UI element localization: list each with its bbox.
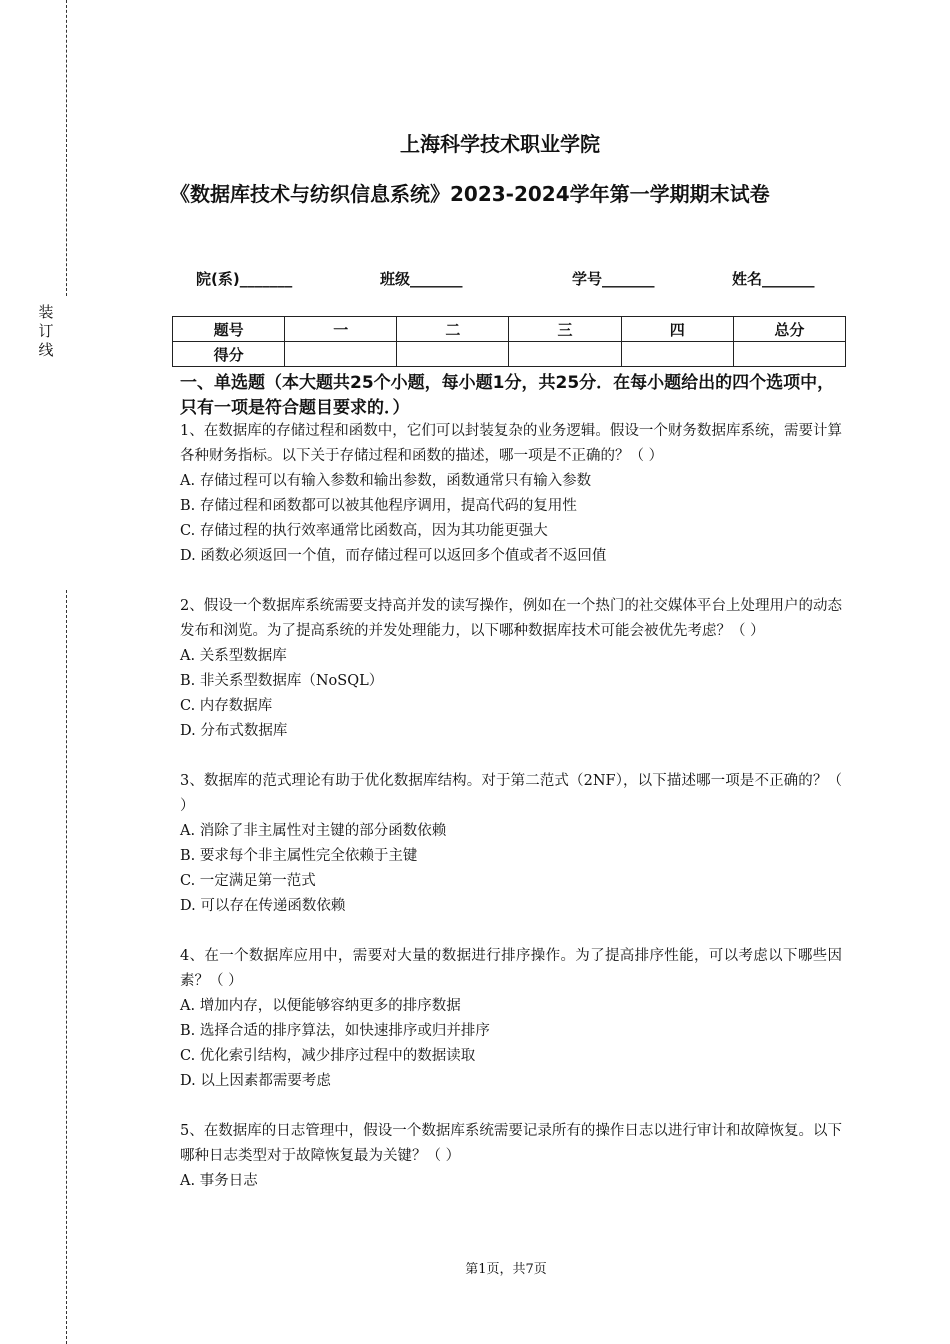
question-option: D. 分布式数据库 [180,723,288,739]
name-field[interactable]: 姓名_______ [732,270,815,288]
score-table-header-cell: 一 [285,317,397,342]
binding-label [36,303,56,360]
question-3 [180,769,842,919]
score-table-header-cell: 四 [621,317,733,342]
question-option: A. 关系型数据库 [180,648,287,664]
question-option: C. 存储过程的执行效率通常比函数高，因为其功能更强大 [180,523,548,539]
score-table [172,316,846,367]
question-option: B. 存储过程和函数都可以被其他程序调用，提高代码的复用性 [180,498,577,514]
question-option: B. 选择合适的排序算法，如快速排序或归并排序 [180,1023,490,1039]
question-option: B. 要求每个非主属性完全依赖于主键 [180,848,418,864]
department-field[interactable]: 院(系)_______ [196,270,293,288]
student-id-field[interactable]: 学号_______ [572,270,655,288]
score-cell[interactable] [733,342,845,367]
class-field[interactable]: 班级_______ [380,270,463,288]
question-option: A. 事务日志 [180,1173,258,1189]
question-stem: 3、数据库的范式理论有助于优化数据库结构。对于第二范式（2NF），以下描述哪一项是不正确的？（ ） [180,773,842,814]
question-option: A. 存储过程可以有输入参数和输出参数，函数通常只有输入参数 [180,473,592,489]
binding-char: 线 [38,341,54,359]
score-table-header-cell: 三 [509,317,621,342]
question-option: A. 增加内存，以便能够容纳更多的排序数据 [180,998,461,1014]
student-info-row [0,268,950,292]
binding-char: 订 [38,322,54,340]
question-stem: 1、在数据库的存储过程和函数中，它们可以封装复杂的业务逻辑。假设一个财务数据库系统，需要计算各种财务指标。以下关于存储过程和函数的描述，哪一项是不正确的？（ ） [180,423,842,464]
score-table-header-cell: 题号 [173,317,285,342]
question-5 [180,1119,842,1194]
score-cell[interactable] [509,342,621,367]
question-4 [180,944,842,1094]
section-one-heading: 一、单选题（本大题共25个小题，每小题1分，共25分．在每小题给出的四个选项中，只有一项是符合题目要求的．） [180,373,835,418]
score-table-score-row [173,342,846,367]
exam-title: 《数据库技术与纺织信息系统》2023-2024学年第一学期期末试卷 [170,182,770,206]
score-cell[interactable] [397,342,509,367]
question-stem: 5、在数据库的日志管理中，假设一个数据库系统需要记录所有的操作日志以进行审计和故障恢复。以下哪种日志类型对于故障恢复最为关键？（ ） [180,1123,842,1164]
question-stem: 4、在一个数据库应用中，需要对大量的数据进行排序操作。为了提高排序性能，可以考虑以下哪些因素？（ ） [180,948,842,989]
page-number: 第1页，共7页 [465,1262,547,1277]
question-option: A. 消除了非主属性对主键的部分函数依赖 [180,823,447,839]
question-option: D. 以上因素都需要考虑 [180,1073,331,1089]
question-option: C. 内存数据库 [180,698,273,714]
score-table-header-cell: 总分 [733,317,845,342]
question-1 [180,419,842,569]
binding-line-bottom [66,590,67,1344]
question-stem: 2、假设一个数据库系统需要支持高并发的读写操作，例如在一个热门的社交媒体平台上处理用户的动态发布和浏览。为了提高系统的并发处理能力，以下哪种数据库技术可能会被优先考虑？（ ） [180,598,842,639]
score-table-header-cell: 二 [397,317,509,342]
score-row-label: 得分 [173,342,285,367]
school-name: 上海科学技术职业学院 [400,132,600,156]
question-option: C. 优化索引结构，减少排序过程中的数据读取 [180,1048,476,1064]
binding-char: 装 [38,303,54,321]
question-option: C. 一定满足第一范式 [180,873,316,889]
question-option: D. 函数必须返回一个值，而存储过程可以返回多个值或者不返回值 [180,548,607,564]
question-option: D. 可以存在传递函数依赖 [180,898,346,914]
score-table-header-row [173,317,846,342]
question-list [180,419,842,1219]
score-cell[interactable] [285,342,397,367]
score-cell[interactable] [621,342,733,367]
question-2 [180,594,842,744]
question-option: B. 非关系型数据库（NoSQL） [180,673,384,689]
